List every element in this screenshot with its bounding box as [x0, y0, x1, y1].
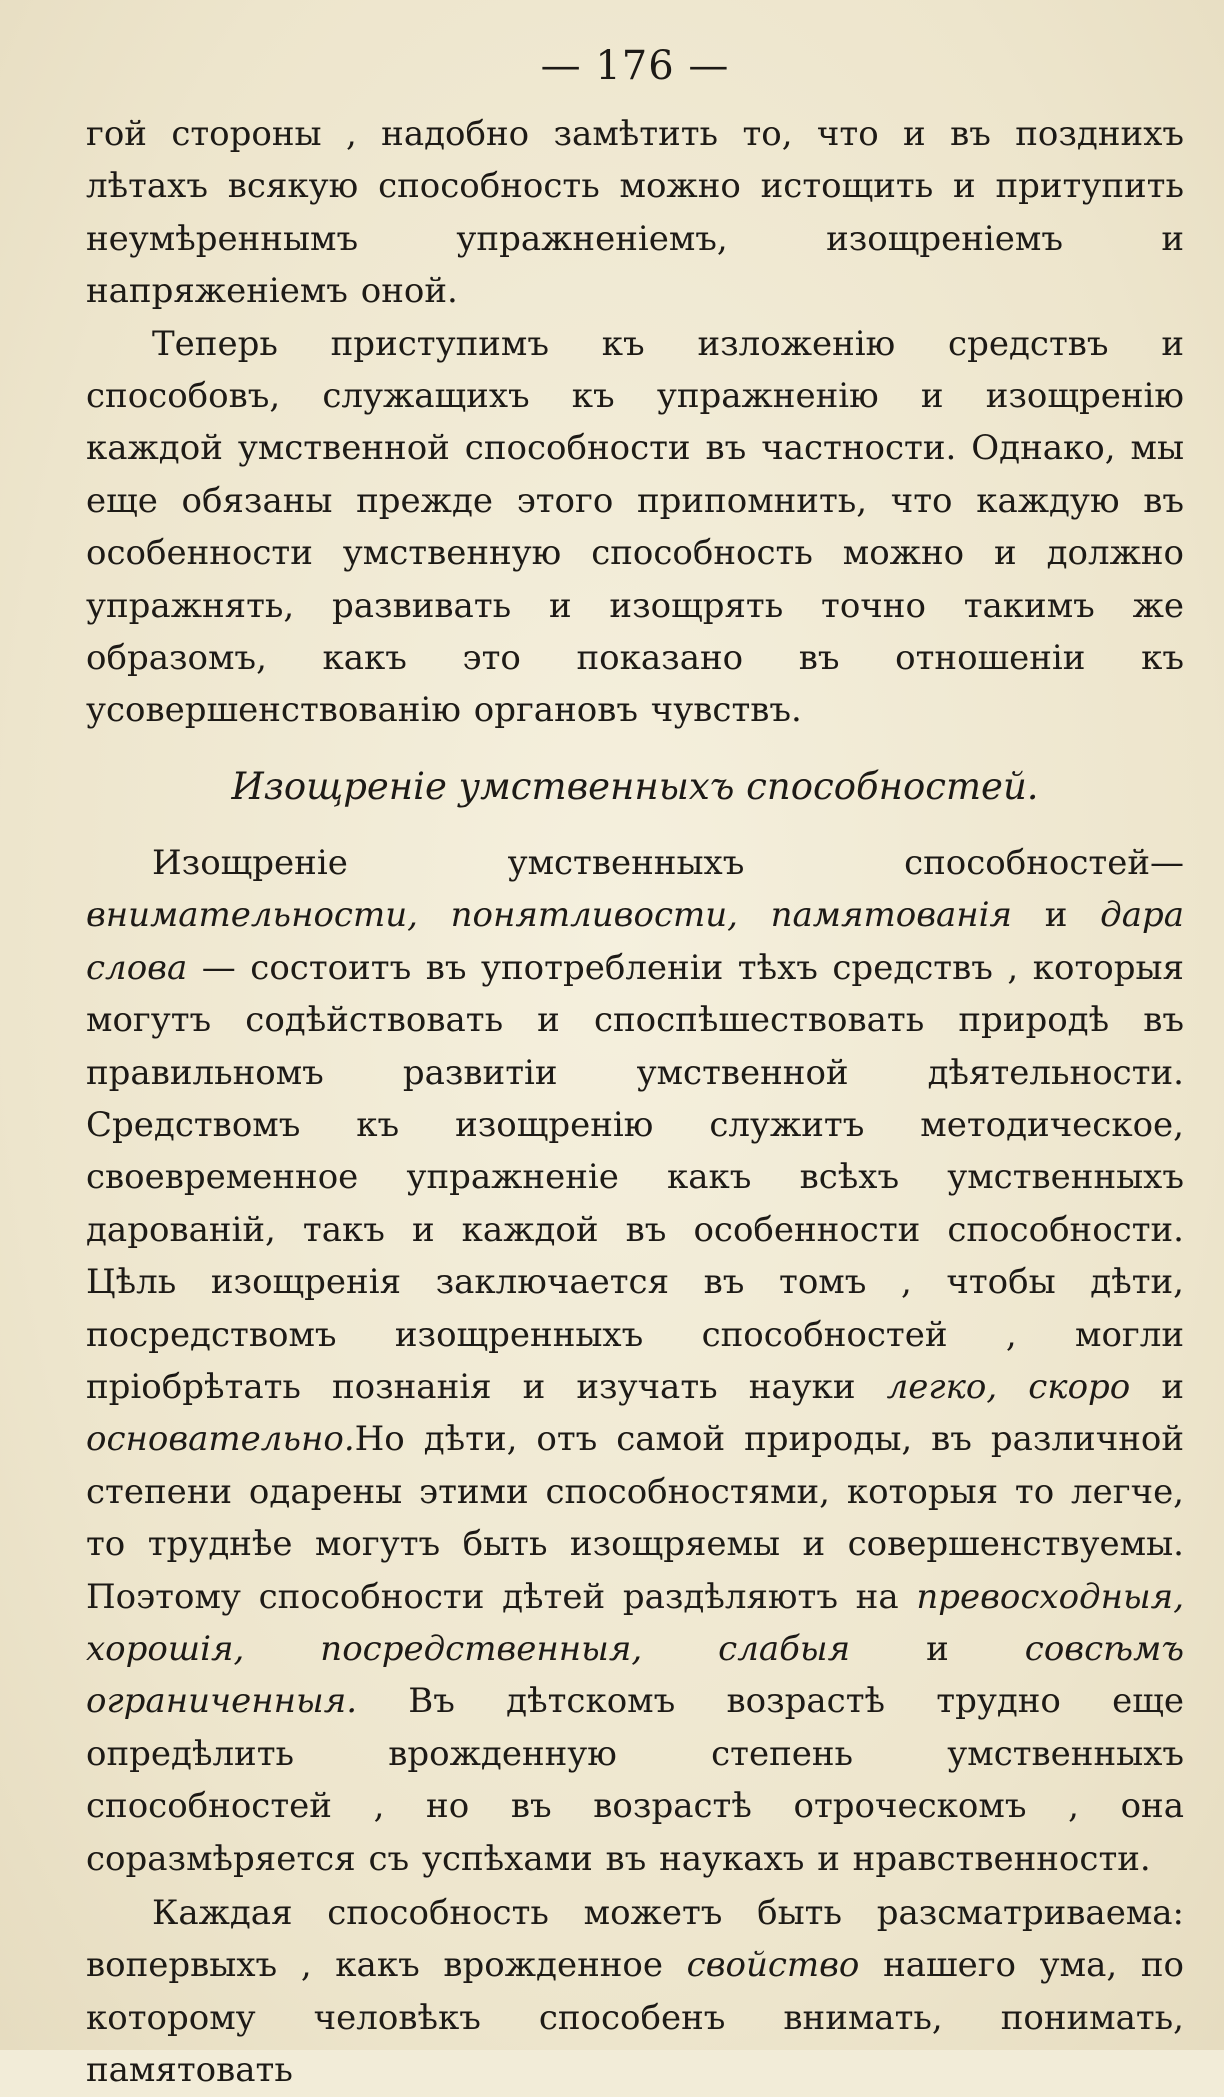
text-run: Каждая способность можетъ быть разсматриваема: вопервыхъ , какъ врожденное: [86, 1893, 1184, 1986]
text-run: нашего ума, по которому человѣкъ способенъ внимать, понимать, памятовать: [86, 1945, 1184, 2091]
italic-text-run: дара слова: [86, 895, 1184, 988]
text-run: Въ дѣтскомъ возрастѣ трудно еще опредѣлить врожденную степень умственныхъ способностей , но въ возрастѣ отроческомъ , она соразмѣряется съ успѣхами въ наукахъ и нравственности.: [86, 1681, 1184, 1879]
text-run: Но дѣти, отъ самой природы, въ различной степени одарены этими способностями, которыя то легче, то труднѣе могутъ быть изощряемы и совершенствуемы. Поэтому способности дѣтей раздѣляютъ на: [86, 1419, 1184, 1617]
paragraph-means-and-methods: Теперь приступимъ къ изложенію средствъ и способовъ, служащихъ къ упражненію и изощренію каждой умственной способности въ частности. Однако, мы еще обязаны прежде этого припомнить, что каждую въ особенности умственную способность можно и должно упражнять, развивать и изощрять точно такимъ же образомъ, какъ это показано въ отношеніи къ усовершенствованію органовъ чувствъ.: [86, 323, 1184, 731]
italic-text-run: превосходныя, хорошія, посредственныя, слабыя: [86, 1576, 1184, 1669]
italic-text-run: легко, скоро: [886, 1366, 1131, 1407]
paragraph-continuation: гой стороны , надобно замѣтить то, что и въ позднихъ лѣтахъ всякую способность можно истощить и притупить неумѣреннымъ упражненіемъ, изощреніемъ и напряженіемъ оной.: [86, 114, 1184, 312]
text-run: и: [850, 1628, 1025, 1669]
text-run: — состоитъ въ употребленіи тѣхъ средствъ , которыя могутъ содѣйствовать и споспѣшествовать природѣ въ правильномъ развитіи умственной дѣятельности. Средствомъ къ изощренію служитъ методическое, своевременное упражненіе какъ всѣхъ умственныхъ дарованій, такъ и каждой въ особенности способности. Цѣль изощренія заключается въ томъ , чтобы дѣти, посредствомъ изощренныхъ способностей , могли пріобрѣтать познанія и изучать науки: [86, 947, 1184, 1407]
paragraph-each-faculty: [86, 1887, 1184, 2097]
text-run: и: [1012, 895, 1101, 936]
text-run: Изощреніе умственныхъ способностей—: [152, 842, 1184, 883]
italic-text-run: внимательности, понятливости, памятованія: [86, 895, 1013, 936]
italic-text-run: свойство: [686, 1945, 860, 1986]
page-number: — 176 —: [540, 43, 730, 89]
section-heading: Изощреніе умственныхъ способностей.: [231, 764, 1039, 808]
italic-text-run: основательно.: [86, 1419, 355, 1460]
text-run: и: [1130, 1366, 1185, 1407]
italic-text-run: совсѣмъ ограниченныя.: [86, 1628, 1184, 1722]
paragraph-refinement-of-faculties: [86, 837, 1184, 1885]
